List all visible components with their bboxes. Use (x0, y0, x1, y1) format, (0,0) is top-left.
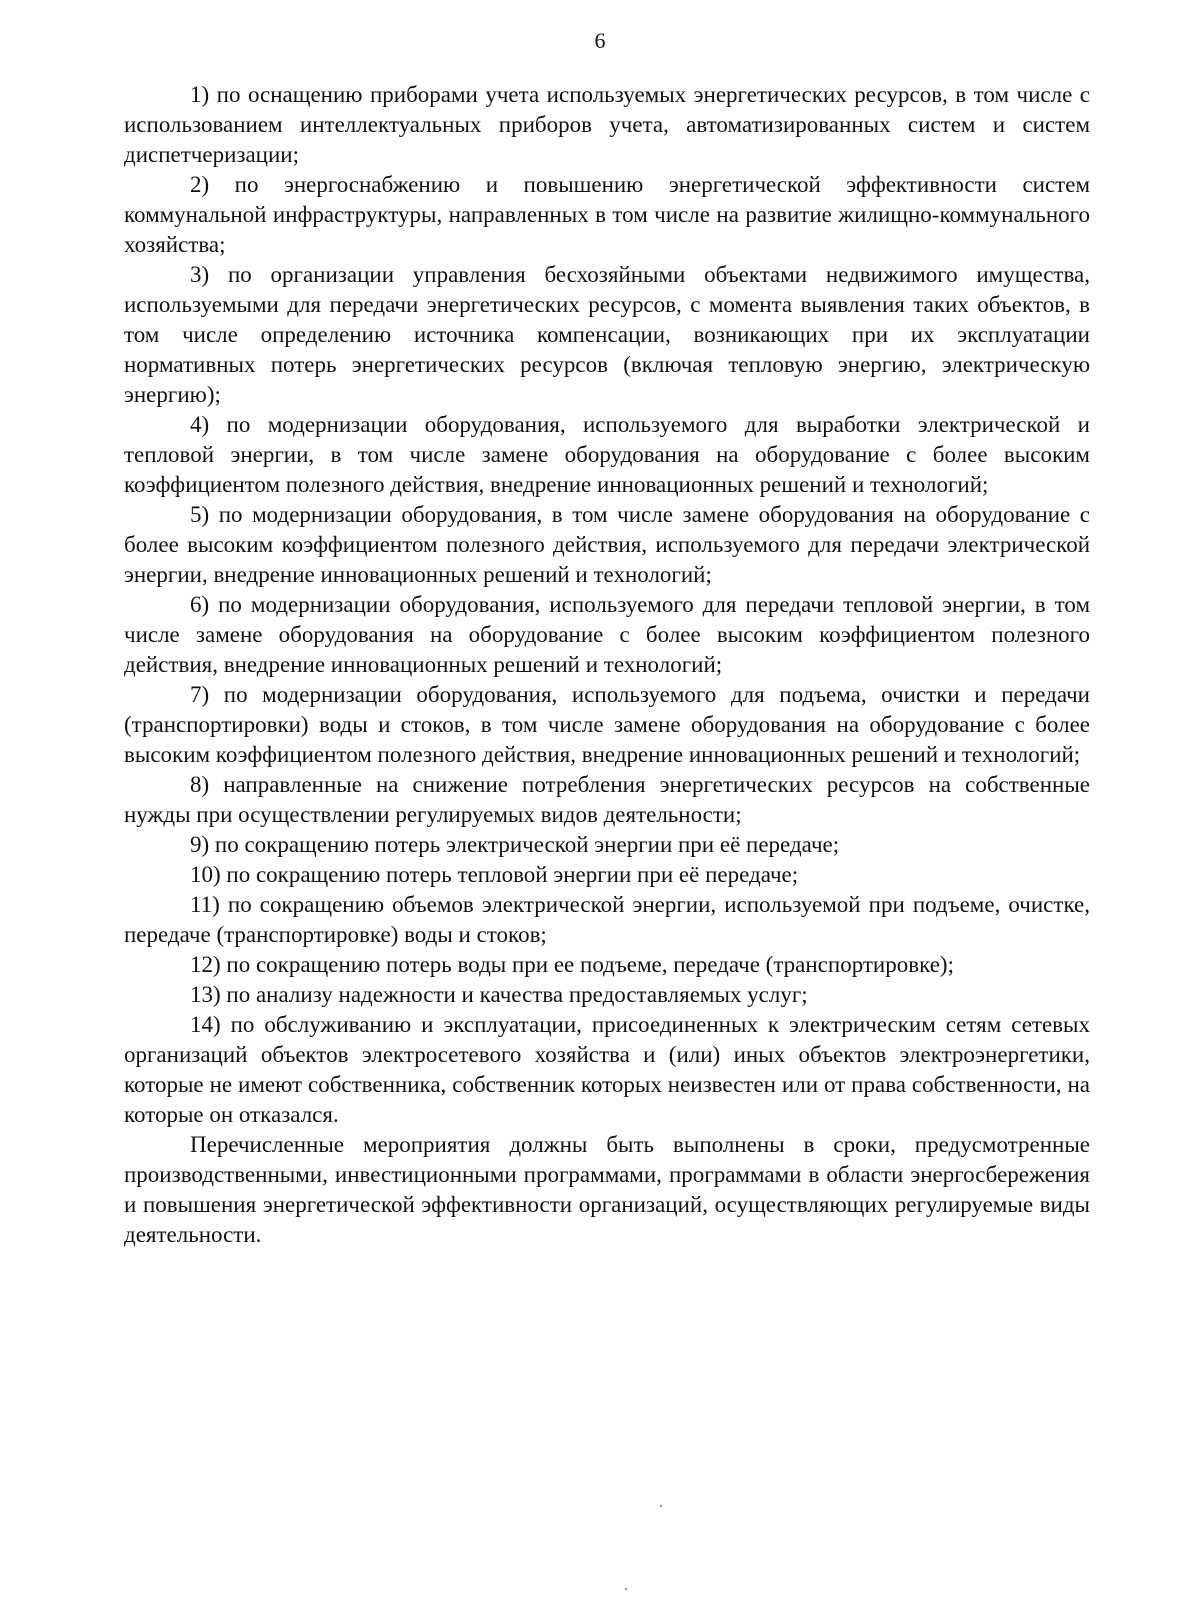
list-item: 3) по организации управления бесхозяйными объектами недвижимого имущества, используемыми для передачи энергетических ресурсов, с момента выявления таких объектов, в том числе определению источника компенсации, возникающих при их эксплуатации нормативных потерь энергетических ресурсов (включая тепловую энергию, электрическую энергию); (124, 262, 1090, 407)
closing-paragraph: Перечисленные мероприятия должны быть выполнены в сроки, предусмотренные производственными, инвестиционными программами, программами в области энергосбережения и повышения энергетической эффективности организаций, осуществляющих регулируемые виды деятельности. (124, 1132, 1090, 1247)
list-item: 10) по сокращению потерь тепловой энергии при её передаче; (190, 862, 799, 887)
list-item: 1) по оснащению приборами учета используемых энергетических ресурсов, в том числе с использованием интеллектуальных приборов учета, автоматизированных систем и систем диспетчеризации; (124, 82, 1090, 167)
list-item: 6) по модернизации оборудования, используемого для передачи тепловой энергии, в том числе замене оборудования на оборудование с более высоким коэффициентом полезного действия, внедрение инновационных решений и технологий; (124, 592, 1090, 677)
list-item: 14) по обслуживанию и эксплуатации, присоединенных к электрическим сетям сетевых организаций объектов электросетевого хозяйства и (или) иных объектов электроэнергетики, которые не имеют собственника, собственник которых неизвестен или от права собственности, на которые он отказался. (124, 1012, 1090, 1127)
list-item: 5) по модернизации оборудования, в том числе замене оборудования на оборудование с более высоким коэффициентом полезного действия, используемого для передачи электрической энергии, внедрение инновационных решений и технологий; (124, 502, 1090, 587)
list-item: 4) по модернизации оборудования, используемого для выработки электрической и тепловой энергии, в том числе замене оборудования на оборудование с более высоким коэффициентом полезного действия, внедрение инновационных решений и технологий; (124, 412, 1090, 497)
list-item: 7) по модернизации оборудования, используемого для подъема, очистки и передачи (транспортировки) воды и стоков, в том числе замене оборудования на оборудование с более высоким коэффициентом полезного действия, внедрение инновационных решений и технологий; (124, 682, 1090, 767)
document-body (124, 80, 1090, 1250)
scan-speck (660, 1505, 662, 1507)
page-number: 6 (594, 28, 606, 53)
list-item: 2) по энергоснабжению и повышению энергетической эффективности систем коммунальной инфраструктуры, направленных в том числе на развитие жилищно-коммунального хозяйства; (124, 172, 1090, 257)
list-item: 8) направленные на снижение потребления энергетических ресурсов на собственные нужды при осуществлении регулируемых видов деятельности; (124, 772, 1090, 827)
list-item: 12) по сокращению потерь воды при ее подъеме, передаче (транспортировке); (190, 952, 954, 977)
scan-speck (625, 1588, 627, 1590)
list-item: 13) по анализу надежности и качества предоставляемых услуг; (190, 982, 808, 1007)
list-item: 11) по сокращению объемов электрической энергии, используемой при подъеме, очистке, передаче (транспортировке) воды и стоков; (124, 892, 1090, 947)
list-item: 9) по сокращению потерь электрической энергии при её передаче; (190, 832, 840, 857)
